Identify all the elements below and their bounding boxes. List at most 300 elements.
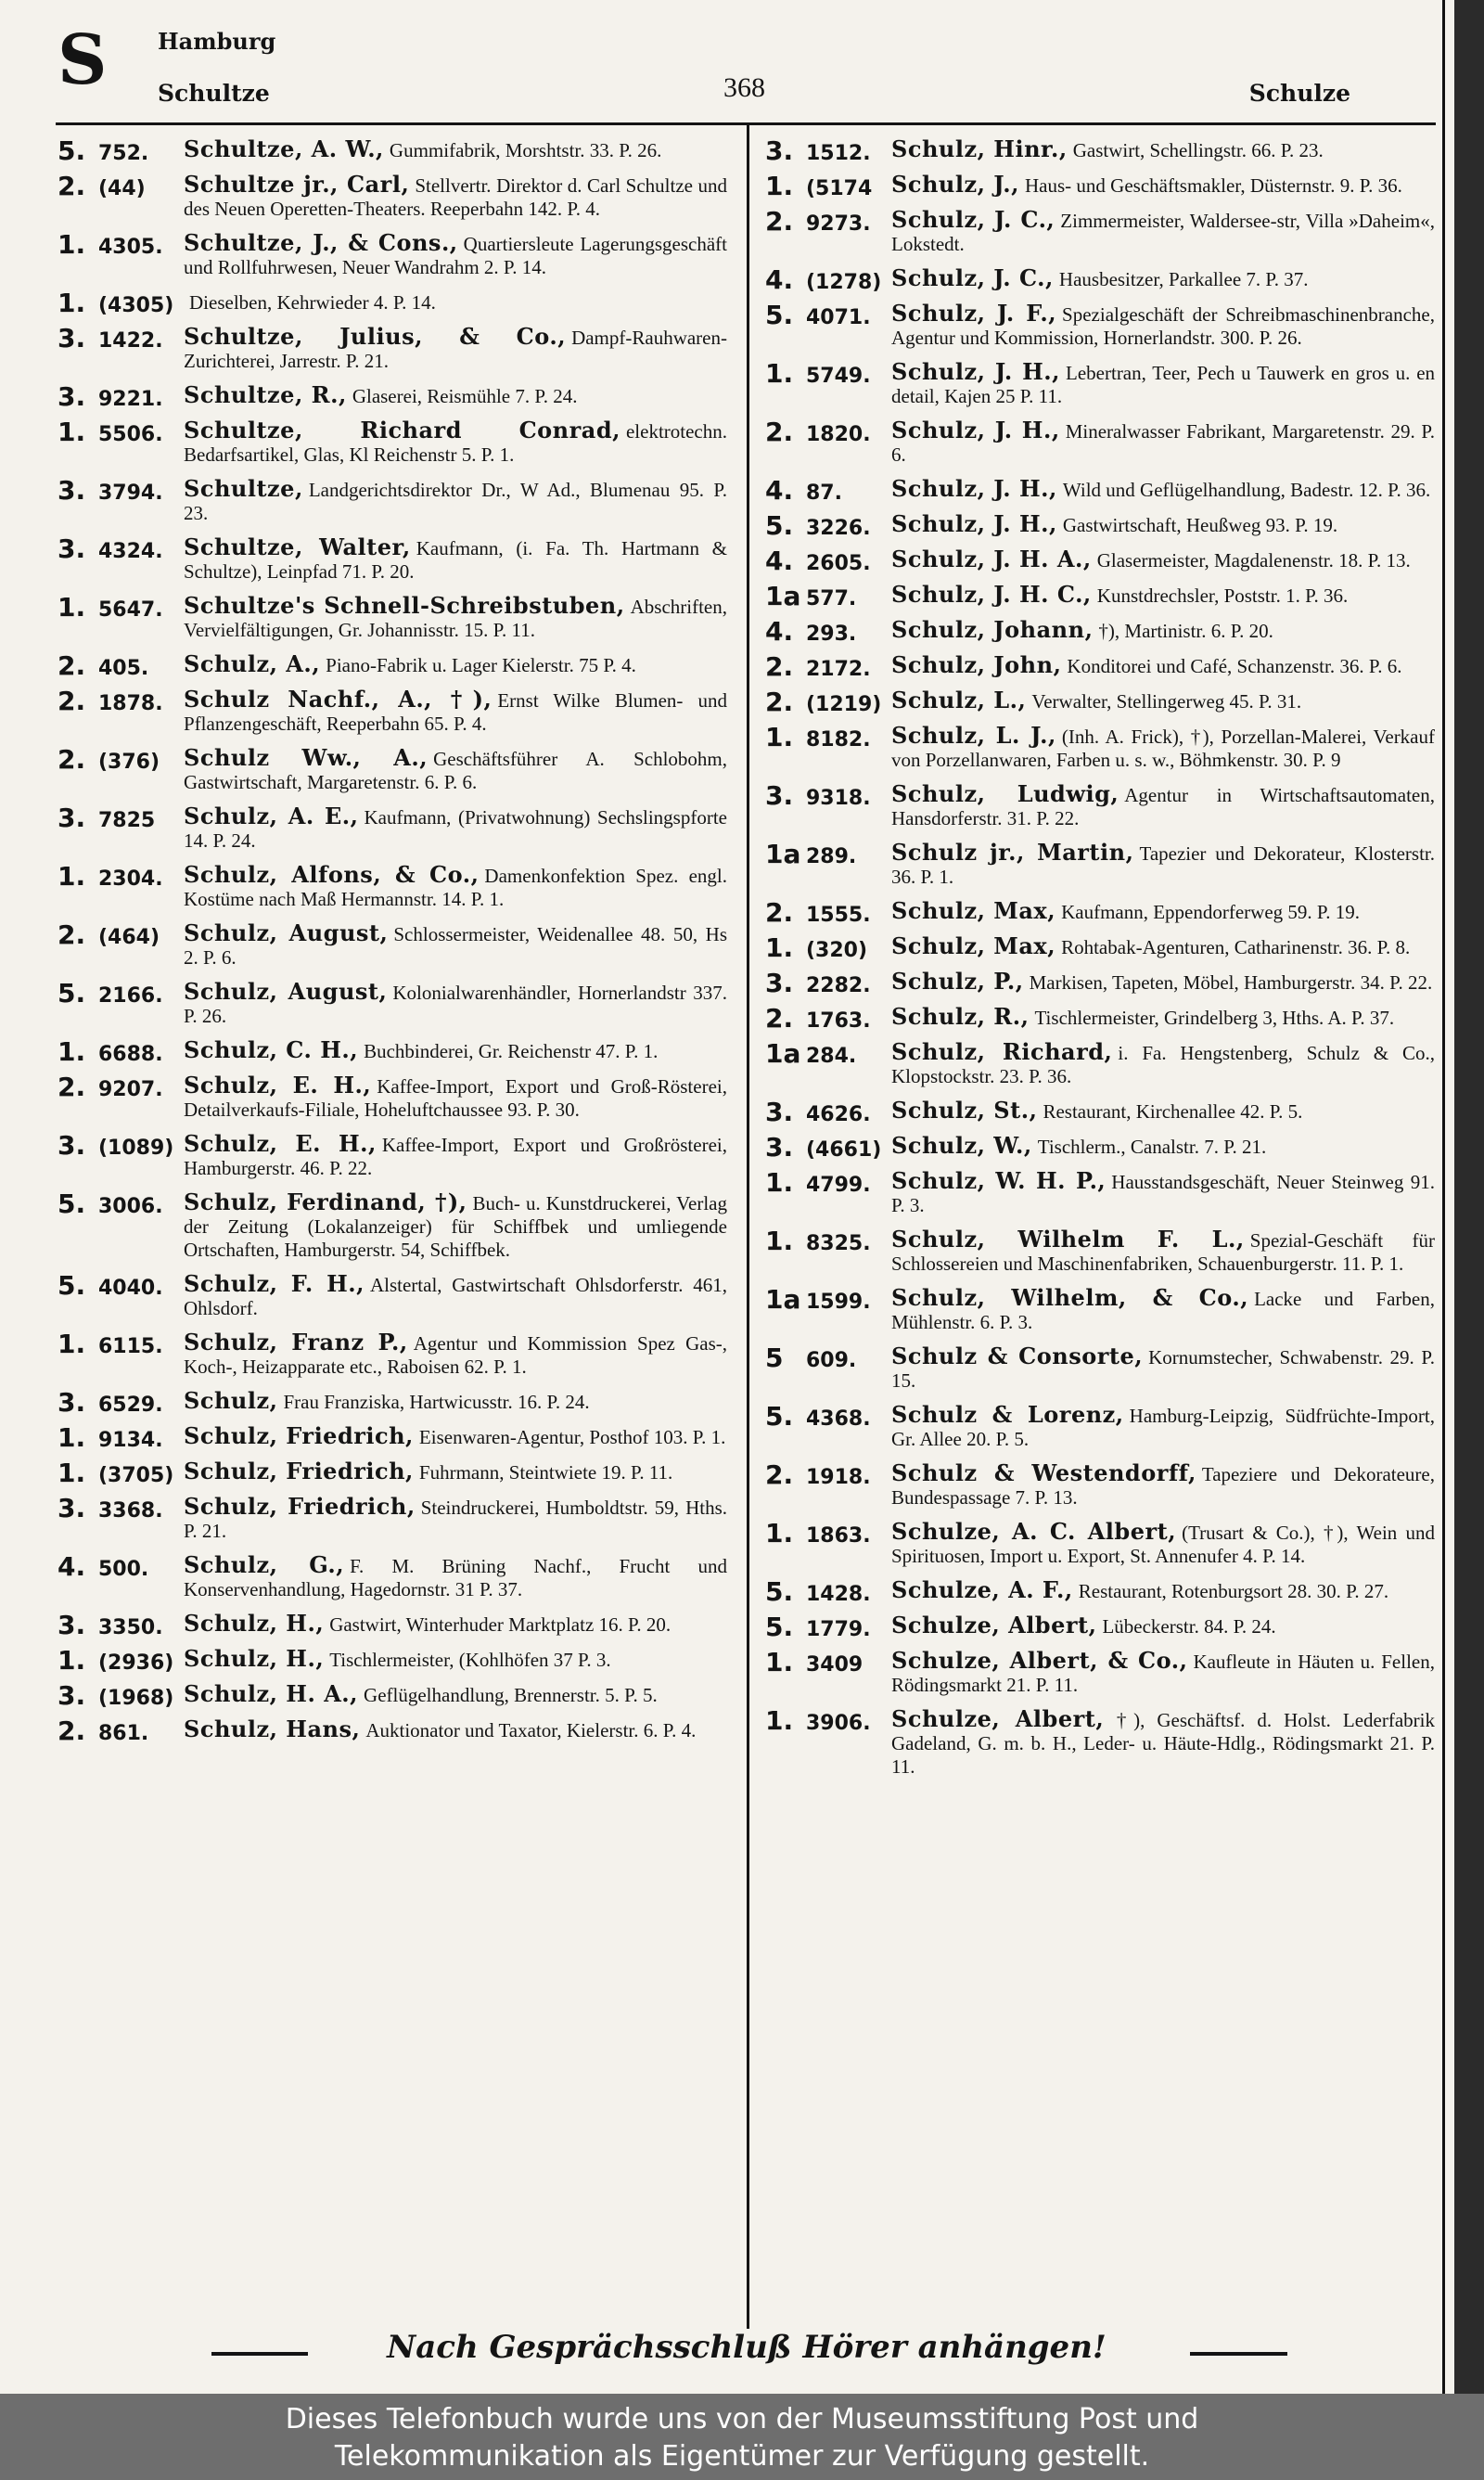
phone-number: (4305) [98,294,174,317]
footer-instruction: Nach Gesprächsschluß Hörer anhängen! [387,2329,1107,2366]
entry-text [184,1495,727,1543]
phone-number: 2166. [98,984,163,1008]
entry-description: Alstertal, Gastwirtschaft Ohlsdorferstr. 461, Ohlsdorf. [184,1274,727,1319]
entry-text [184,1073,727,1122]
entry-number [58,863,182,891]
phone-number: 1779. [806,1618,871,1641]
directory-entry [58,863,727,911]
directory-entry [765,1520,1435,1568]
phone-number: 3226. [806,517,871,540]
entry-number [765,302,889,329]
entry-description: Restaurant, Rotenburgsort 28. 30. P. 27. [1078,1580,1389,1602]
exchange-zone: 2. [765,897,794,928]
directory-entry [765,1169,1435,1217]
entry-text [184,1132,727,1180]
directory-entry [58,1036,727,1067]
entry-text [184,1682,727,1707]
exchange-zone: 1. [765,358,794,389]
entry-number [58,1459,182,1487]
subscriber-name: Schulz, R., [891,1003,1030,1030]
directory-entry [765,171,1435,201]
subscriber-name: Schulz, F. H., [184,1270,365,1297]
notice-line-1: Dieses Telefonbuch wurde uns von der Museumsstiftung Post und [285,2403,1199,2435]
entry-number [765,1227,889,1255]
subscriber-name: Schulz, E. H., [184,1072,372,1099]
exchange-zone: 5. [765,1576,794,1607]
phone-number: 1820. [806,423,871,446]
entry-description: Kaufmann, (i. Fa. Th. Hartmann & Schultze), Leinpfad 71. P. 20. [184,537,727,583]
subscriber-name: Schulz, St., [891,1097,1038,1124]
entry-description: Gastwirt, Winterhuder Marktplatz 16. P. 20. [329,1613,672,1636]
entry-text [184,1553,727,1601]
exchange-zone: 2. [765,687,794,717]
phone-number: 752. [98,142,149,165]
subscriber-name: Schulz, August, [184,919,389,946]
subscriber-name: Schulz, Wilhelm, & Co., [891,1284,1249,1311]
directory-entry [58,1190,727,1262]
directory-entry [765,932,1435,963]
phone-number: 8325. [806,1232,871,1255]
subscriber-name: Schulz, Franz P., [184,1329,408,1356]
entry-description: Eisenwaren-Agentur, Posthof 103. P. 1. [418,1426,726,1448]
subscriber-name: Schulz, E. H., [184,1130,377,1157]
subscriber-name: Schulze, Albert, [891,1705,1105,1732]
phone-number: 405. [98,657,149,680]
phone-number: 4324. [98,540,163,563]
entry-number [58,173,182,200]
subscriber-name: Schulz, W., [891,1132,1032,1159]
phone-number: 861. [98,1722,149,1745]
entry-text [891,724,1435,772]
directory-entry [765,651,1435,682]
directory-entry [58,1330,727,1379]
exchange-zone: 2. [58,686,86,716]
entry-description: Kaffee-Import, Export und Großrösterei, Hamburgerstr. 46. P. 22. [184,1134,727,1179]
subscriber-name: Schulz, J. H. A., [891,546,1092,572]
phone-number: 1428. [806,1583,871,1606]
entry-number [58,1612,182,1639]
exchange-zone: 5. [58,1189,86,1219]
subscriber-name: Schulz, August, [184,978,388,1005]
phone-number: 4626. [806,1103,871,1126]
phone-number: 1863. [806,1524,871,1548]
entry-text [891,1227,1435,1276]
phone-number: 6688. [98,1043,163,1066]
exchange-zone: 5. [765,1401,794,1432]
entry-text [184,652,727,677]
subscriber-name: Schultze, [184,475,303,502]
entry-number [765,934,889,962]
directory-entry [765,841,1435,889]
entry-number [58,652,182,680]
exchange-zone: 4. [765,264,794,295]
entry-number [765,1286,889,1314]
subscriber-name: Schulz, Max, [891,897,1056,924]
entry-description: Agentur und Kommission Spez Gas-, Koch-, Heizapparate etc., Raboisen 62. P. 1. [184,1332,727,1378]
column-divider [747,125,749,2329]
directory-entry [58,173,727,221]
phone-number: 8182. [806,728,871,752]
entry-number [58,1495,182,1523]
exchange-zone: 2. [58,650,86,681]
entry-text [891,360,1435,408]
exchange-zone: 1. [765,932,794,963]
subscriber-name: Schulz, Richard, [891,1038,1113,1065]
phone-number: (3705) [98,1464,174,1487]
entry-number [58,1132,182,1160]
exchange-zone: 3. [58,1130,86,1161]
phone-number: 7825 [98,809,156,832]
entry-description: Dieselben, Kehrwieder 4. P. 14. [189,291,436,314]
entry-description: Hausstandsgeschäft, Neuer Steinweg 91. P. 3. [891,1171,1435,1216]
entry-description: Gummifabrik, Morshtstr. 33. P. 26. [389,139,662,161]
entry-number [58,746,182,774]
entry-number [58,804,182,832]
directory-entry [765,782,1435,830]
subscriber-name: Schultze, Richard Conrad, [184,417,620,443]
phone-number: 3906. [806,1712,871,1735]
directory-entry [58,1610,727,1640]
phone-number: 6529. [98,1394,163,1417]
entry-number [58,980,182,1008]
directory-entry [765,418,1435,467]
directory-entry [58,1132,727,1180]
entry-description: Spezial-Geschäft für Schlossereien und Maschinenfabriken, Schauenburgerstr. 11. P. 1. [891,1229,1435,1275]
directory-entry [765,264,1435,295]
entry-number [58,687,182,715]
phone-number: (2936) [98,1651,174,1675]
phone-number: 9134. [98,1429,163,1452]
exchange-zone: 3. [58,1680,86,1711]
entry-description: Kaufmann, (Privatwohnung) Sechslingspforte 14. P. 24. [184,806,727,852]
phone-number: (1278) [806,271,882,294]
subscriber-name: Schulze, A. C. Albert, [891,1518,1177,1545]
entry-number [765,1649,889,1677]
subscriber-name: Schulz, C. H., [184,1036,359,1063]
exchange-zone: 1a [765,1038,801,1069]
exchange-zone: 1a [765,581,801,611]
page-edge-shadow [1454,0,1484,2394]
entry-text [891,1649,1435,1697]
entry-text [891,970,1435,995]
exchange-zone: 3. [58,381,86,412]
phone-number: 2172. [806,658,871,681]
entry-description: Kornumstecher, Schwabenstr. 29. P. 15. [891,1346,1435,1392]
subscriber-name: Schulz, Friedrich, [184,1458,414,1484]
phone-number: (376) [98,751,160,774]
entry-description: (Inh. A. Frick), †), Porzellan-Malerei, Verkauf von Porzellanwaren, Farben u. s. w., Böhmkenstr. 30. P. 9 [891,726,1435,771]
entry-description: Markisen, Tapeten, Möbel, Hamburgerstr. 34. P. 22. [1029,971,1433,994]
directory-entry [58,594,727,642]
subscriber-name: Schulz, J. H. C., [891,581,1092,608]
subscriber-name: Schulz & Westendorff, [891,1459,1196,1486]
exchange-zone: 5 [765,1343,784,1373]
page-edge-line [1442,0,1445,2394]
exchange-zone: 1. [58,288,86,318]
entry-number [765,841,889,868]
phone-number: (44) [98,177,146,200]
subscriber-name: Schulz, Wilhelm F. L., [891,1226,1245,1253]
entry-number [58,231,182,259]
entry-description: Auktionator und Taxator, Kielerstr. 6. P. 4. [365,1719,697,1741]
entry-number [58,1389,182,1417]
directory-entry [58,1553,727,1601]
exchange-zone: 3. [58,1610,86,1640]
entry-description: i. Fa. Hengstenberg, Schulz & Co., Klopstockstr. 23. P. 36. [891,1042,1435,1087]
entry-number [765,899,889,927]
section-letter: S [58,20,108,100]
directory-entry [58,135,727,166]
phone-number: 4305. [98,236,163,259]
exchange-zone: 2. [765,206,794,237]
entry-text [891,1403,1435,1451]
subscriber-name: Schulz, Hans, [184,1715,361,1742]
exchange-zone: 1. [765,1518,794,1548]
entry-number [765,266,889,294]
header-rule [56,122,1436,125]
entry-text [891,477,1435,502]
phone-number: 577. [806,587,857,610]
phone-number: 4040. [98,1277,163,1300]
phone-number: 293. [806,623,857,646]
phone-number: 3006. [98,1195,163,1218]
entry-text [891,137,1435,162]
directory-entry [58,804,727,853]
ownership-notice [0,2394,1484,2480]
phone-number: (1089) [98,1137,174,1160]
entry-description: Damenkonfektion Spez. engl. Kostüme nach Maß Hermannstr. 14. P. 1. [184,865,727,910]
entry-text [184,477,727,525]
entry-text [184,1424,727,1449]
entry-number [765,137,889,165]
entry-description: Lebertran, Teer, Pech u Tauwerk en gros u. en detail, Kajen 25 P. 11. [891,362,1436,407]
subscriber-name: Schultze, Walter, [184,533,411,560]
subscriber-name: Schulz, J. H., [891,417,1060,443]
subscriber-name: Schulz, J. C., [891,206,1055,233]
directory-entry [58,535,727,584]
entry-text [184,535,727,584]
entry-text [891,688,1435,713]
directory-entry [765,968,1435,998]
exchange-zone: 3. [765,1097,794,1127]
directory-entry [58,1387,727,1418]
exchange-zone: 2. [765,651,794,682]
phone-number: 1918. [806,1466,871,1489]
entry-description: Frau Franziska, Hartwicusstr. 16. P. 24. [283,1391,590,1413]
entry-text [184,383,727,408]
right-column [765,137,1435,2327]
subscriber-name: Schulz, H., [184,1610,325,1637]
subscriber-name: Schulz, Ludwig, [891,780,1119,807]
entry-text [184,863,727,911]
entry-description: Haus- und Geschäftsmakler, Düsternstr. 9. P. 36. [1025,174,1402,197]
subscriber-name: Schulz, Ferdinand, †), [184,1189,467,1215]
directory-entry [58,381,727,412]
entry-description: Stellvertr. Direktor d. Carl Schultze und des Neuen Operetten-Theaters. Reeperbahn 142. P. 4. [184,174,728,220]
exchange-zone: 5. [58,978,86,1009]
subscriber-name: Schulz, J. C., [891,264,1054,291]
entry-number [765,418,889,446]
phone-number: 2304. [98,867,163,891]
entry-description: †), Geschäftsf. d. Holst. Lederfabrik Gadeland, G. m. b. H., Leder- u. Häute-Hdlg., Rödingsmarkt 21. P. 11. [891,1709,1435,1778]
exchange-zone: 4. [765,475,794,506]
entry-description: Zimmermeister, Waldersee-str, Villa »Daheim«, Lokstedt. [891,210,1435,255]
entry-text [184,137,727,162]
exchange-zone: 1. [765,1705,794,1736]
directory-entry [765,1403,1435,1451]
directory-entry [58,1272,727,1320]
entry-text [891,173,1435,198]
entry-number [765,688,889,716]
entry-text [184,418,727,467]
entry-number [58,1682,182,1710]
entry-text [184,1272,727,1320]
entry-description: Tapezier und Dekorateur, Klosterstr. 36. P. 1. [891,842,1436,888]
directory-entry [765,1649,1435,1697]
entry-number [58,137,182,165]
directory-entry [58,325,727,373]
entry-text [891,899,1435,924]
phone-number: 9207. [98,1078,163,1101]
directory-entry [58,1645,727,1676]
directory-entry [765,1461,1435,1510]
entry-description: Konditorei und Café, Schanzenstr. 36. P. 6. [1067,655,1402,677]
phone-number: 6115. [98,1335,163,1358]
phone-number: (1968) [98,1687,174,1710]
subscriber-name: Schulz, Hinr., [891,135,1068,162]
entry-description: Hamburg-Leipzig, Südfrüchte-Import, Gr. Allee 20. P. 5. [891,1405,1436,1450]
exchange-zone: 3. [58,1493,86,1523]
exchange-zone: 5. [765,510,794,541]
exchange-zone: 1a [765,839,801,869]
exchange-zone: 1. [58,1329,86,1359]
directory-entry [58,418,727,467]
directory-entry [765,1132,1435,1163]
directory-entry [765,1576,1435,1607]
exchange-zone: 4. [765,616,794,647]
entry-number [58,1272,182,1300]
directory-entry [58,1680,727,1711]
entry-description: Kunstdrechsler, Poststr. 1. P. 36. [1096,585,1349,607]
entry-number [765,1344,889,1372]
entry-number [58,535,182,563]
entry-text [891,1520,1435,1568]
subscriber-name: Schulz Ww., A., [184,744,429,771]
entry-text [891,841,1435,889]
entry-text [891,1040,1435,1088]
directory-entry [58,288,727,318]
exchange-zone: 3. [58,475,86,506]
entry-description: Tapeziere und Dekorateure, Bundespassage 7. P. 13. [891,1463,1435,1509]
entry-text [891,1099,1435,1124]
entry-text [891,1169,1435,1217]
entry-text [184,804,727,853]
entry-number [58,1424,182,1452]
exchange-zone: 2. [58,919,86,950]
directory-entry [765,1612,1435,1642]
subscriber-name: Schulz, A., [184,650,321,677]
entry-text [184,1717,727,1742]
entry-number [765,1403,889,1431]
subscriber-name: Schulz, J. H., [891,510,1057,537]
entry-description: Verwalter, Stellingerweg 45. P. 31. [1031,690,1302,713]
entry-description: Wild und Geflügelhandlung, Badestr. 12. P. 36. [1062,479,1431,501]
entry-description: Gastwirtschaft, Heußweg 93. P. 19. [1062,514,1338,536]
entry-text [184,687,727,736]
entry-number [765,1005,889,1033]
entry-description: Kaufleute in Häuten u. Fellen, Rödingsmarkt 21. P. 11. [891,1651,1435,1696]
subscriber-name: Schulz Nachf., A., †), [184,686,493,713]
directory-entry [765,1286,1435,1334]
directory-entry [765,1097,1435,1127]
subscriber-name: Schultze, Julius, & Co., [184,323,567,350]
entry-description: Kaffee-Import, Export und Groß-Rösterei, Detailverkaufs-Filiale, Hoheluftchaussee 93. P. 30. [184,1075,727,1121]
phone-number: 3368. [98,1499,163,1523]
entry-description: Fuhrmann, Steintwiete 19. P. 11. [418,1461,673,1484]
directory-entry [765,581,1435,611]
directory-entry [765,546,1435,576]
subscriber-name: Schulz & Lorenz, [891,1401,1124,1428]
directory-entry [765,475,1435,506]
exchange-zone: 3. [765,135,794,166]
exchange-zone: 2. [58,744,86,775]
phone-number: (320) [806,939,868,962]
phone-number: 9273. [806,212,871,236]
entry-description: Geflügelhandlung, Brennerstr. 5. P. 5. [364,1684,658,1706]
entry-text [891,1286,1435,1334]
phone-number: (5174 [806,177,873,200]
entry-number [765,1169,889,1197]
entry-description: Rohtabak-Agenturen, Catharinenstr. 36. P. 8. [1061,936,1411,958]
phone-number: (4661) [806,1138,882,1162]
entry-number [58,1330,182,1358]
directory-entry [58,477,727,525]
directory-entry [58,231,727,279]
entry-description: Piano-Fabrik u. Lager Kielerstr. 75 P. 4. [326,654,636,676]
directory-entry [58,650,727,681]
entry-text [891,512,1435,537]
entry-number [58,383,182,411]
phone-number: 5749. [806,365,871,388]
directory-entry [765,724,1435,772]
phone-number: 5647. [98,598,163,622]
entry-description: Tischlermeister, Grindelberg 3, Hths. A. P. 37. [1034,1007,1395,1029]
directory-entry [765,510,1435,541]
phone-number: 4071. [806,306,871,329]
exchange-zone: 3. [58,803,86,833]
entry-text [891,653,1435,678]
entry-number [765,173,889,200]
page-number: 368 [723,72,765,103]
entry-text [891,934,1435,959]
subscriber-name: Schultze, R., [184,381,347,408]
subscriber-name: Schulz, H., [184,1645,325,1672]
entry-text [184,1038,727,1063]
entry-text [184,325,727,373]
entry-number [765,1578,889,1606]
subscriber-name: Schulz, H. A., [184,1680,359,1707]
phone-number: (1219) [806,693,882,716]
entry-description: Lacke und Farben, Mühlenstr. 6. P. 3. [891,1288,1435,1333]
phone-number: 284. [806,1045,857,1068]
subscriber-name: Schultze's Schnell-Schreibstuben, [184,592,625,619]
exchange-zone: 2. [765,1003,794,1034]
phone-number: 3350. [98,1616,163,1639]
entry-text [184,1647,727,1672]
entry-number [58,477,182,505]
subscriber-name: Schultze, J., & Cons., [184,229,458,256]
right-running-head: Schulze [1248,80,1350,107]
